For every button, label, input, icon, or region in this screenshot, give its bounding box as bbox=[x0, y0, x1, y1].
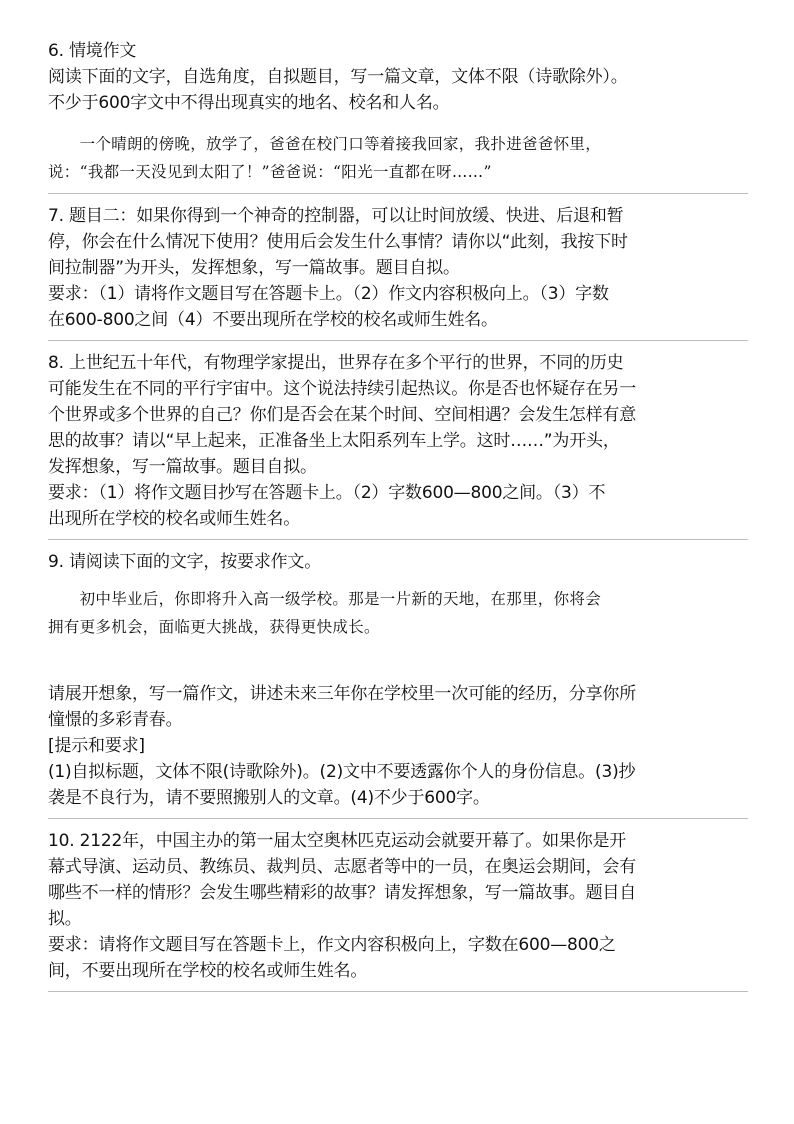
question-6 bbox=[48, 38, 760, 116]
question-6-heading: 6. 情境作文 bbox=[48, 41, 137, 61]
question-10-line-1: 10. 2122年，中国主办的第一届太空奥林匹克运动会就要开幕了。如果你是开 bbox=[48, 831, 627, 851]
section-divider bbox=[48, 193, 748, 194]
question-6-quote-line-2: 说：“我都一天没见到太阳了！”爸爸说：“阳光一直都在呀……” bbox=[48, 163, 492, 181]
question-9-quote-line-2: 拥有更多机会，面临更大挑战，获得更快成长。 bbox=[48, 618, 380, 636]
question-7-line-4: 要求：（1）请将作文题目写在答题卡上。（2）作文内容积极向上。（3）字数 bbox=[48, 284, 609, 304]
question-9-body-line-3: [提示和要求] bbox=[48, 736, 145, 756]
question-8-line-7: 出现所在学校的校名或师生姓名。 bbox=[48, 509, 300, 529]
question-7 bbox=[48, 203, 760, 333]
question-8 bbox=[48, 350, 760, 532]
question-10-line-3: 哪些不一样的情形？会发生哪些精彩的故事？请发挥想象，写一篇故事。题目自 bbox=[48, 883, 636, 903]
question-6-quote bbox=[48, 130, 760, 186]
question-10 bbox=[48, 828, 760, 984]
question-7-line-3: 间拉制器”为开头，发挥想象，写一篇故事。题目自拟。 bbox=[48, 258, 460, 278]
document-page bbox=[48, 38, 760, 1001]
section-divider bbox=[48, 818, 748, 819]
question-10-line-5: 要求：请将作文题目写在答题卡上，作文内容积极向上，字数在600—800之 bbox=[48, 935, 616, 955]
question-9-heading: 9. 请阅读下面的文字，按要求作文。 bbox=[48, 552, 322, 572]
section-divider bbox=[48, 991, 748, 992]
question-9-body-line-1: 请展开想象，写一篇作文，讲述未来三年你在学校里一次可能的经历，分享你所 bbox=[48, 684, 636, 704]
question-10-line-4: 拟。 bbox=[48, 909, 82, 929]
question-7-line-2: 停，你会在什么情况下使用？使用后会发生什么事情？请你以“此刻，我按下时 bbox=[48, 232, 628, 252]
question-9-body-line-4: (1)自拟标题，文体不限(诗歌除外)。(2)文中不要透露你个人的身份信息。(3)抄 bbox=[48, 762, 636, 782]
question-9-body-line-5: 袭是不良行为，请不要照搬别人的文章。(4)不少于600字。 bbox=[48, 788, 490, 808]
question-8-line-5: 发挥想象，写一篇故事。题目自拟。 bbox=[48, 457, 317, 477]
question-6-quote-line-1: 一个晴朗的傍晚，放学了，爸爸在校门口等着接我回家，我扑进爸爸怀里， bbox=[48, 135, 602, 153]
question-8-line-4: 思的故事？请以“早上起来，正准备坐上太阳系列车上学。这时……”为开头， bbox=[48, 431, 620, 451]
question-10-line-2: 幕式导演、运动员、教练员、裁判员、志愿者等中的一员，在奥运会期间，会有 bbox=[48, 857, 636, 877]
question-9-requirements bbox=[48, 681, 760, 811]
question-9-quote bbox=[48, 585, 760, 641]
question-8-line-3: 个世界或多个世界的自己？你们是否会在某个时间、空间相遇？会发生怎样有意 bbox=[48, 405, 636, 425]
question-8-line-1: 8. 上世纪五十年代，有物理学家提出，世界存在多个平行的世界，不同的历史 bbox=[48, 353, 624, 373]
question-8-line-6: 要求：（1）将作文题目抄写在答题卡上。（2）字数600—800之间。（3）不 bbox=[48, 483, 606, 503]
question-8-line-2: 可能发生在不同的平行宇宙中。这个说法持续引起热议。你是否也怀疑存在另一 bbox=[48, 379, 636, 399]
section-divider bbox=[48, 539, 748, 540]
section-divider bbox=[48, 340, 748, 341]
question-10-line-6: 间，不要出现所在学校的校名或师生姓名。 bbox=[48, 961, 368, 981]
question-7-line-1: 7. 题目二：如果你得到一个神奇的控制器，可以让时间放缓、快进、后退和暂 bbox=[48, 206, 624, 226]
question-9-quote-line-1: 初中毕业后，你即将升入高一级学校。那是一片新的天地，在那里，你将会 bbox=[48, 590, 602, 608]
question-9-body-line-2: 憧憬的多彩青春。 bbox=[48, 710, 183, 730]
question-6-body-line-2: 不少于600字文中不得出现真实的地名、校名和人名。 bbox=[48, 93, 450, 113]
question-7-line-5: 在600-800之间（4）不要出现所在学校的校名或师生姓名。 bbox=[48, 310, 498, 330]
question-6-body-line-1: 阅读下面的文字，自选角度，自拟题目，写一篇文章，文体不限（诗歌除外）。 bbox=[48, 67, 628, 87]
question-9 bbox=[48, 549, 760, 575]
